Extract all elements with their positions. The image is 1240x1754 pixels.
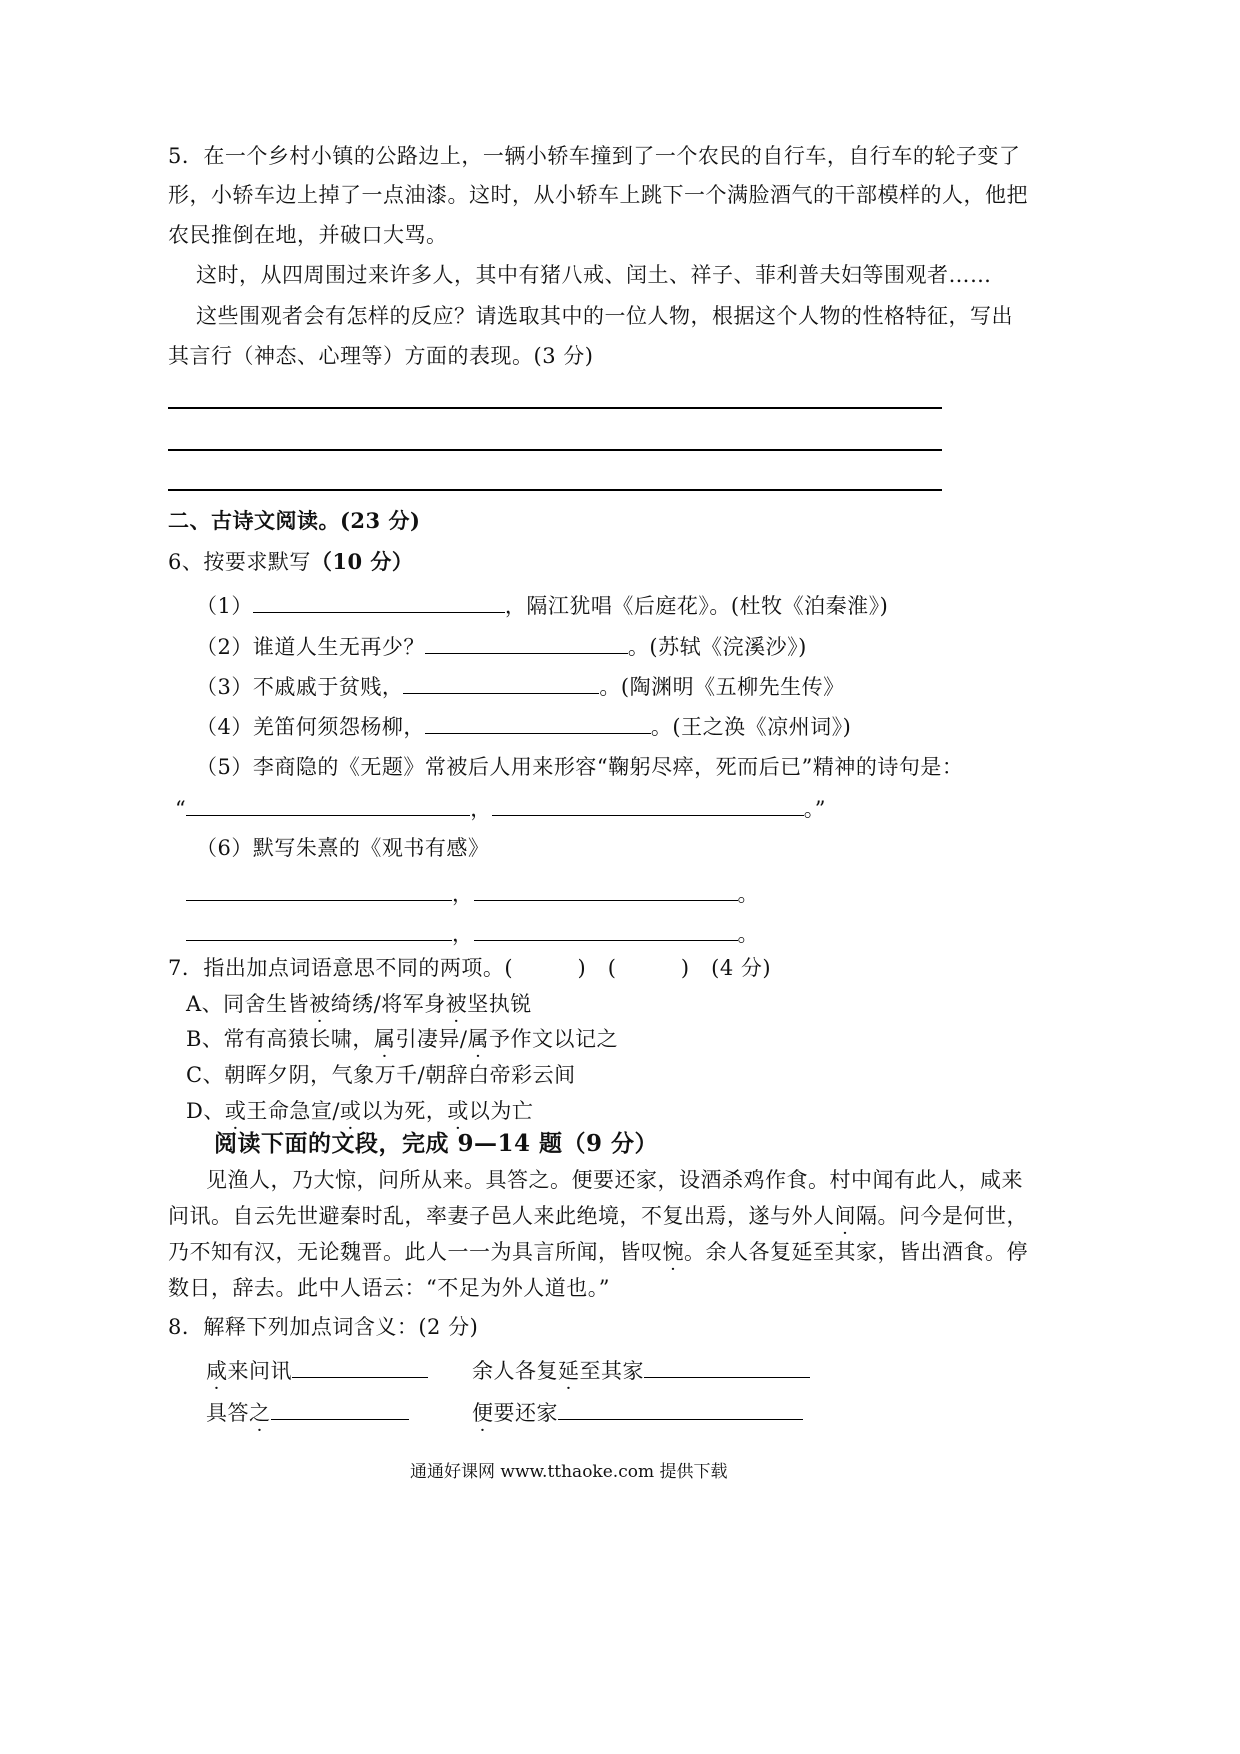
q6-item-3-prefix: （3）不戚戚于贫贱，	[196, 675, 404, 699]
blank-field[interactable]	[186, 878, 452, 901]
option-text: 以为死，	[361, 1099, 448, 1123]
blank-field[interactable]	[492, 793, 804, 816]
option-text: 王命急宣/	[246, 1099, 340, 1123]
q6-item-2-prefix: （2）谁道人生无再少？	[196, 635, 425, 659]
blank-field[interactable]	[558, 1397, 803, 1420]
q6-title-text: 6、按要求默写	[168, 550, 311, 574]
dotted-char: 或	[224, 1099, 247, 1123]
word-text: 来问讯	[227, 1359, 292, 1383]
option-label: A、	[186, 992, 224, 1016]
dotted-char: 之	[249, 1401, 271, 1425]
q7-option-c[interactable]: C、朝晖夕阴，气象万千/朝辞白帝彩云间	[186, 1063, 576, 1087]
word-text: 余人各复	[472, 1359, 558, 1383]
option-text: 常有高猿长啸，	[223, 1027, 374, 1051]
q8-word-4	[472, 1397, 803, 1427]
q6-item-4-suffix: 。(王之涣《凉州词》)	[650, 715, 852, 739]
dotted-char: 被	[445, 992, 468, 1016]
dotted-char: 或	[339, 1099, 362, 1123]
answer-line-1[interactable]	[168, 407, 942, 409]
q6-item-3	[196, 671, 845, 701]
blank-field[interactable]	[186, 918, 452, 941]
q7-option-a[interactable]	[186, 990, 532, 1018]
dotted-char: 延	[558, 1359, 580, 1383]
q6-item-3-suffix: 。(陶渊明《五柳先生传》	[599, 675, 845, 699]
section-heading: 二、古诗文阅读。(23 分)	[168, 508, 421, 533]
footer-credit: 通通好课网 www.tthaoke.com 提供下载	[410, 1462, 728, 1482]
q6-item-5-blanks	[175, 793, 826, 823]
period: 。	[737, 922, 759, 946]
passage-text: 。余人各复延至其家，皆出酒食。停	[684, 1240, 1028, 1264]
dotted-char: 惋	[662, 1240, 684, 1264]
option-text: 坚执锐	[467, 992, 532, 1016]
blank-field[interactable]	[186, 793, 470, 816]
q6-item-1	[196, 590, 888, 620]
passage-text: 乃不知有汉，无论魏晋。此人一一为具言所闻，皆叹	[168, 1240, 663, 1264]
q8-question: 8．解释下列加点词含义：(2 分)	[168, 1315, 479, 1339]
blank-field[interactable]	[644, 1355, 810, 1378]
option-text: 以为亡	[468, 1099, 534, 1123]
q5-line-3: 农民推倒在地，并破口大骂。	[168, 223, 448, 247]
option-text: 同舍生皆	[223, 992, 310, 1016]
blank-field[interactable]	[425, 631, 628, 654]
period: 。	[737, 882, 759, 906]
blank-field[interactable]	[474, 918, 738, 941]
dotted-char: 被	[309, 992, 331, 1016]
comma: ，	[470, 797, 492, 821]
q5-line-6: 其言行（神态、心理等）方面的表现。(3 分)	[168, 344, 594, 368]
passage-line-4: 数日，辞去。此中人语云：“不足为外人道也。”	[168, 1276, 610, 1300]
dotted-char: 咸	[206, 1359, 228, 1383]
q7-option-b[interactable]	[186, 1025, 618, 1053]
passage-line-2	[168, 1202, 1028, 1230]
comma: ，	[452, 922, 474, 946]
q8-word-2	[472, 1355, 810, 1385]
q7-question: 7．指出加点词语意思不同的两项。( ) ( ) (4 分)	[168, 956, 772, 980]
option-text: 绮绣/将军身	[330, 992, 446, 1016]
option-text: 引凄异/	[395, 1027, 468, 1051]
q5-line-2: 形，小轿车边上掉了一点油漆。这时，从小轿车上跳下一个满脸酒气的干部模样的人，他把	[168, 183, 1028, 207]
q8-word-3	[206, 1397, 409, 1427]
comma: ，	[452, 882, 474, 906]
blank-field[interactable]	[253, 590, 505, 613]
poem-line-2	[186, 918, 759, 948]
q6-item-2-suffix: 。(苏轼《浣溪沙》)	[627, 635, 807, 659]
poem-line-1	[186, 878, 759, 908]
passage-text: 隔。问今是何世，	[856, 1204, 1028, 1228]
passage-text: 问讯。自云先世避秦时乱，率妻子邑人来此绝境，不复出焉，遂与外人	[168, 1204, 835, 1228]
blank-field[interactable]	[425, 711, 651, 734]
dotted-char: 属	[373, 1027, 396, 1051]
option-label: B、	[186, 1027, 224, 1051]
word-text: 具答	[206, 1401, 249, 1425]
q6-item-4-prefix: （4）羌笛何须怨杨柳，	[196, 715, 425, 739]
blank-field[interactable]	[474, 878, 738, 901]
answer-line-3[interactable]	[168, 489, 942, 491]
answer-line-2[interactable]	[168, 449, 942, 451]
dotted-char: 属	[467, 1027, 490, 1051]
q6-item-1-suffix: ，隔江犹唱《后庭花》。(杜牧《泊秦淮》)	[504, 594, 889, 618]
q6-title-score: （10 分）	[310, 549, 414, 574]
q5-line-4: 这时，从四周围过来许多人，其中有猪八戒、闰土、祥子、菲利普夫妇等围观者……	[196, 263, 992, 287]
q7-option-d[interactable]	[186, 1097, 533, 1125]
word-text: 至其家	[579, 1359, 644, 1383]
passage-line-1: 见渔人，乃大惊，问所从来。具答之。便要还家，设酒杀鸡作食。村中闻有此人，咸来	[206, 1168, 1023, 1192]
dotted-char: 或	[447, 1099, 469, 1123]
blank-field[interactable]	[271, 1397, 409, 1420]
open-quote: “	[175, 797, 187, 821]
q6-item-6: （6）默写朱熹的《观书有感》	[196, 836, 490, 860]
q5-line-5: 这些围观者会有怎样的反应？请选取其中的一位人物，根据这个人物的性格特征，写出	[196, 304, 1013, 328]
option-text: 予作文以记之	[489, 1027, 619, 1051]
q6-item-5: （5）李商隐的《无题》常被后人用来形容“鞠躬尽瘁，死而后已”精神的诗句是：	[196, 755, 964, 779]
close-quote: 。”	[803, 797, 826, 821]
blank-field[interactable]	[292, 1355, 428, 1378]
reading-heading: 阅读下面的文段，完成 9—14 题（9 分）	[214, 1130, 659, 1157]
word-text: 要还家	[493, 1401, 558, 1425]
q6-item-1-prefix: （1）	[196, 594, 253, 618]
q6-item-2	[196, 631, 807, 661]
q5-line-1: 5．在一个乡村小镇的公路边上，一辆小轿车撞到了一个农民的自行车，自行车的轮子变了	[168, 144, 1021, 168]
q6-title	[168, 548, 413, 576]
option-label: D、	[186, 1099, 225, 1123]
q6-item-4	[196, 711, 851, 741]
dotted-char: 便	[472, 1401, 494, 1425]
dotted-char: 间	[834, 1204, 856, 1228]
blank-field[interactable]	[403, 671, 599, 694]
passage-line-3	[168, 1238, 1028, 1266]
q8-word-1	[206, 1355, 428, 1385]
